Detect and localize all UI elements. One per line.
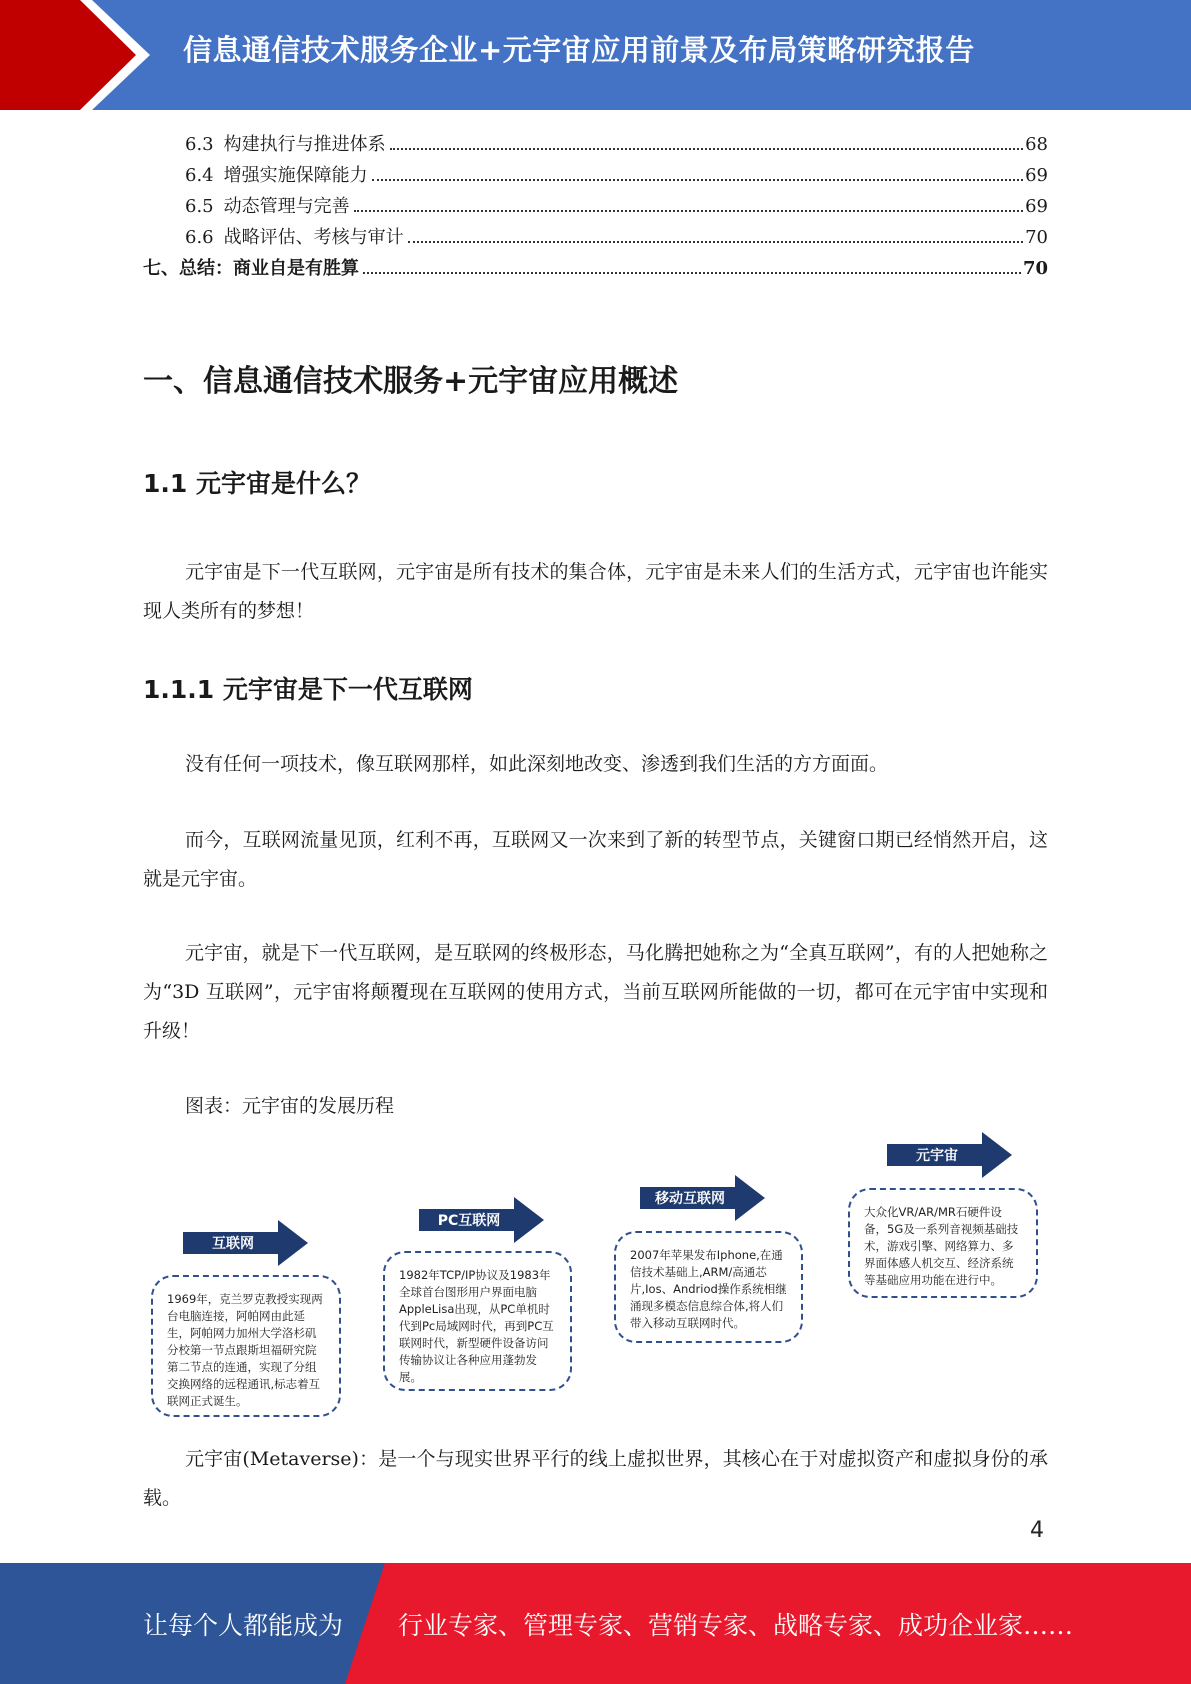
toc-page: 68 xyxy=(1025,134,1048,155)
toc-page: 69 xyxy=(1025,165,1048,186)
page-number: 4 xyxy=(1030,1518,1044,1543)
stage-description-box: 1969年，克兰罗克教授实现两台电脑连接，阿帕网由此延生，阿帕网力加州大学洛杉矶分校第一节点跟斯坦福研究院第二节点的连通，实现了分组交换网络的远程通讯,标志着互联网正式诞生。 xyxy=(151,1275,341,1417)
toc-entry[interactable] xyxy=(143,130,1048,161)
page-header xyxy=(0,0,1191,110)
stage-arrow xyxy=(887,1132,1012,1178)
toc-entry[interactable] xyxy=(143,192,1048,223)
timeline-figure xyxy=(143,1125,1048,1420)
toc-text: 增强实施保障能力 xyxy=(223,165,368,186)
toc-leader xyxy=(354,210,1023,212)
toc-text: 战略评估、考核与审计 xyxy=(223,227,404,248)
toc-leader xyxy=(372,179,1023,181)
toc-entry[interactable] xyxy=(143,254,1048,285)
toc-page: 70 xyxy=(1022,258,1048,279)
toc-text: 七、总结：商业自是有胜算 xyxy=(143,258,359,279)
toc-text: 动态管理与完善 xyxy=(223,196,350,217)
subsection-heading: 1.1 元宇宙是什么？ xyxy=(143,469,371,498)
header-title: 信息通信技术服务企业+元宇宙应用前景及布局策略研究报告 xyxy=(183,33,975,67)
page-footer xyxy=(0,1563,1191,1684)
stage-label: 移动互联网 xyxy=(655,1191,725,1207)
stage-arrow xyxy=(419,1197,544,1243)
toc-number: 6.6 xyxy=(185,227,214,248)
paragraph: 元宇宙(Metaverse)：是一个与现实世界平行的线上虚拟世界，其核心在于对虚拟资产和虚拟身份的承载。 xyxy=(143,1448,1048,1509)
footer-slogan-left: 让每个人都能成为 xyxy=(143,1611,344,1640)
toc-entry[interactable] xyxy=(143,223,1048,254)
toc-entry[interactable] xyxy=(143,161,1048,192)
toc-number: 6.5 xyxy=(185,196,214,217)
stage-description-box: 2007年苹果发布Iphone,在通信技术基础上,ARM/高通芯片,Ios、Andriod操作系统相继涌现多模态信息综合体,将人们带入移动互联网时代。 xyxy=(614,1231,803,1343)
stage-arrow xyxy=(640,1175,765,1221)
toc-leader xyxy=(363,272,1021,274)
toc-leader xyxy=(390,148,1023,150)
subsubsection-heading: 1.1.1 元宇宙是下一代互联网 xyxy=(143,675,473,704)
toc-page: 69 xyxy=(1025,196,1048,217)
stage-description-box: 大众化VR/AR/MR石硬件设备，5G及一系列音视频基础技术，游戏引擎、网络算力、多界面体感人机交互、经济系统等基础应用功能在进行中。 xyxy=(848,1188,1038,1298)
toc-number: 6.4 xyxy=(185,165,214,186)
paragraph: 元宇宙是下一代互联网，元宇宙是所有技术的集合体，元宇宙是未来人们的生活方式，元宇宙也许能实现人类所有的梦想！ xyxy=(143,561,1048,622)
paragraph: 没有任何一项技术，像互联网那样，如此深刻地改变、渗透到我们生活的方方面面。 xyxy=(185,753,889,775)
paragraph: 元宇宙，就是下一代互联网，是互联网的终极形态，马化腾把她称之为“全真互联网”，有的人把她称之为“3D 互联网”，元宇宙将颠覆现在互联网的使用方式，当前互联网所能做的一切，都可在元宇宙中实现和升级！ xyxy=(143,942,1048,1042)
footer-slogan-right: 行业专家、管理专家、营销专家、战略专家、成功企业家…… xyxy=(398,1611,1074,1640)
toc-text: 构建执行与推进体系 xyxy=(223,134,386,155)
stage-label: 元宇宙 xyxy=(916,1148,958,1164)
toc-number: 6.3 xyxy=(185,134,214,155)
stage-label: 互联网 xyxy=(212,1236,254,1252)
figure-caption: 图表：元宇宙的发展历程 xyxy=(185,1095,395,1117)
section-heading: 一、信息通信技术服务+元宇宙应用概述 xyxy=(143,364,679,399)
toc-page: 70 xyxy=(1025,227,1048,248)
toc-leader xyxy=(408,241,1023,243)
header-chevron-icon xyxy=(0,0,150,110)
stage-arrow xyxy=(183,1220,308,1266)
stage-label: PC互联网 xyxy=(437,1213,501,1229)
table-of-contents xyxy=(143,130,1048,285)
stage-description-box: 1982年TCP/IP协议及1983年全球首台图形用户界面电脑AppleLisa出现，从PC单机时代到Pc局域网时代，再到PC互联网时代，新型硬件设备访问传输协议让各种应用蓬勃发展。 xyxy=(383,1251,572,1391)
paragraph: 而今，互联网流量见顶，红利不再，互联网又一次来到了新的转型节点，关键窗口期已经悄然开启，这就是元宇宙。 xyxy=(143,829,1048,890)
